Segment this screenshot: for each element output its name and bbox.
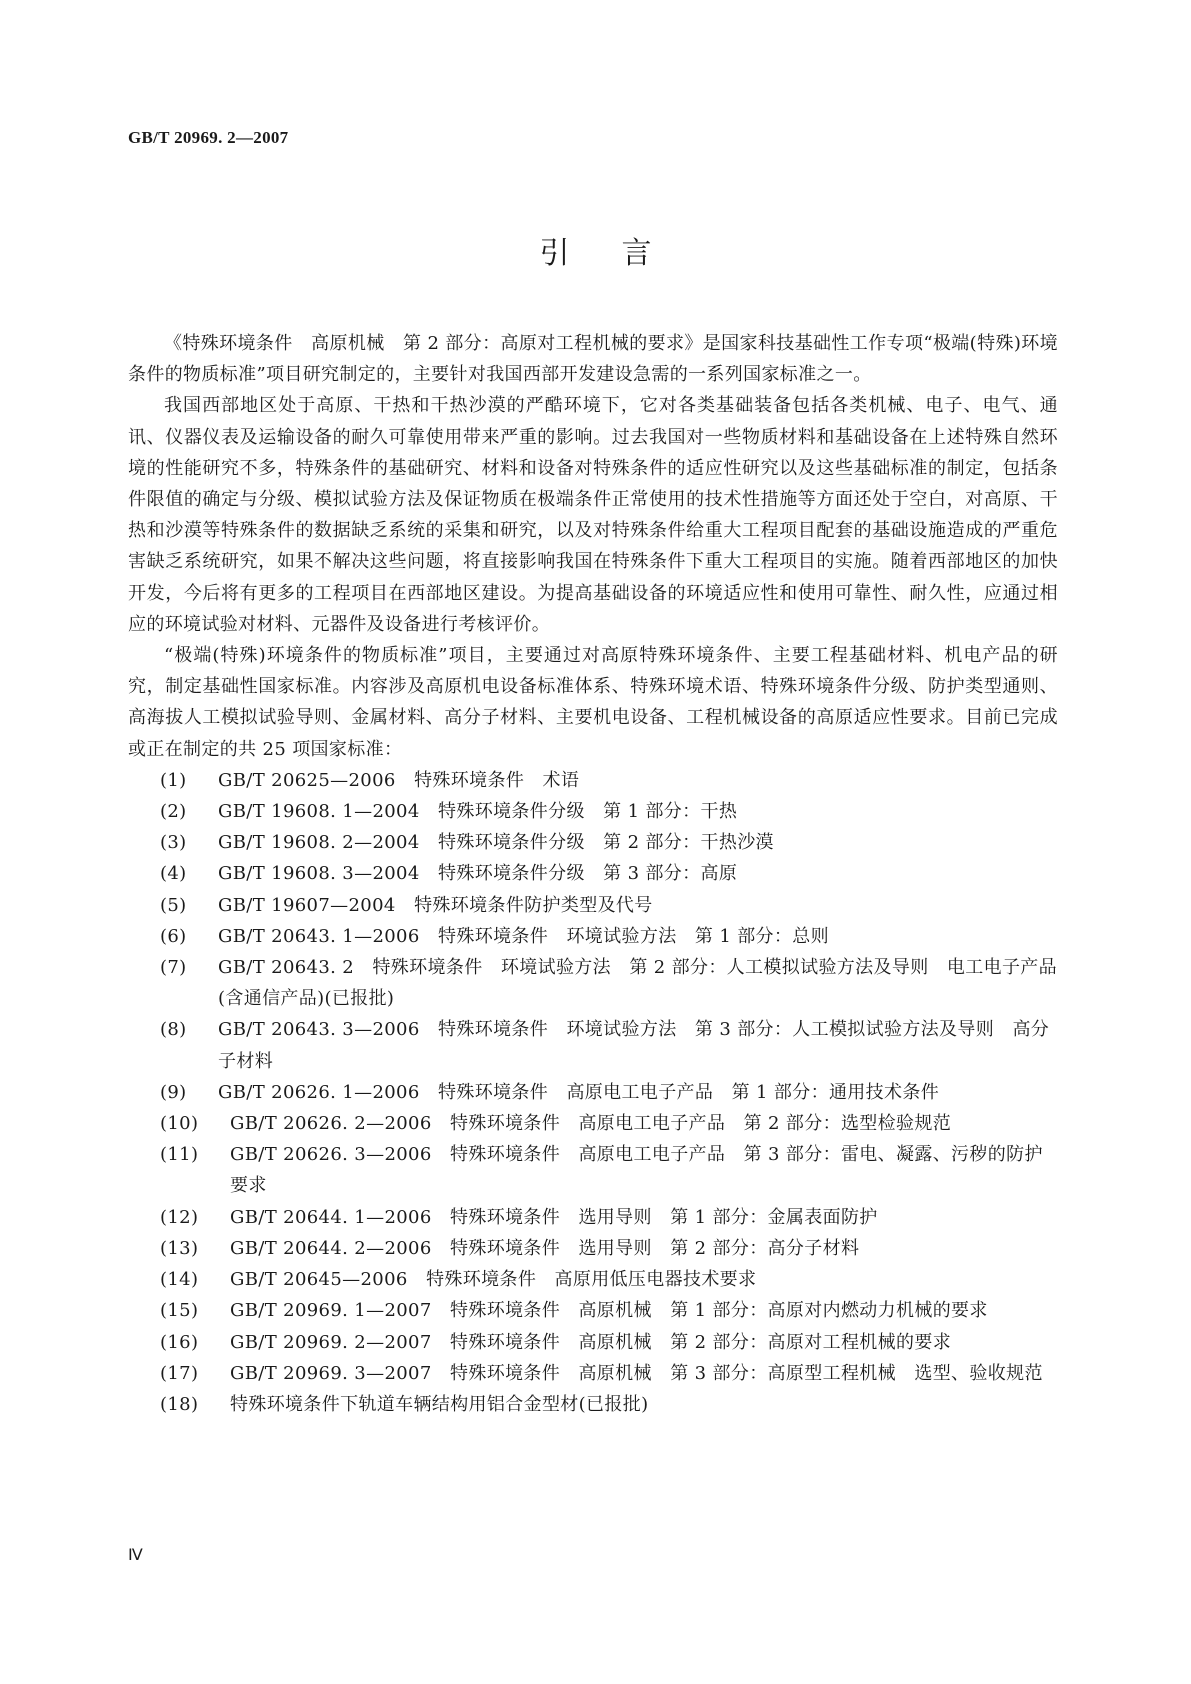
project-paragraph: “极端(特殊)环境条件的物质标准”项目，主要通过对高原特殊环境条件、主要工程基础材料、机电产品的研究，制定基础性国家标准。内容涉及高原机电设备标准体系、特殊环境术语、特殊环境条件分级、防护类型通则、高海拔人工模拟试验导则、金属材料、高分子材料、主要机电设备、工程机械设备的高原适应性要求。目前已完成或正在制定的共 25 项国家标准：	[128, 645, 1058, 760]
list-item-text: GB/T 20643. 2 特殊环境条件 环境试验方法 第 2 部分：人工模拟试验方法及导则 电工电子产品(含通信产品)(已报批)	[218, 957, 1057, 1010]
list-item-text: GB/T 20626. 1—2006 特殊环境条件 高原电工电子产品 第 1 部分：通用技术条件	[218, 1081, 940, 1103]
list-item	[128, 1389, 1058, 1420]
list-item-text: 特殊环境条件下轨道车辆结构用铝合金型材(已报批)	[230, 1393, 649, 1415]
list-item	[128, 1264, 1058, 1295]
list-item	[128, 796, 1058, 827]
list-item-text: GB/T 20645—2006 特殊环境条件 高原用低压电器技术要求	[230, 1269, 757, 1291]
list-item-text: GB/T 20626. 2—2006 特殊环境条件 高原电工电子产品 第 2 部分：选型检验规范	[230, 1113, 952, 1135]
list-item	[128, 1233, 1058, 1264]
page-title: 引言	[539, 236, 704, 271]
list-item-text: GB/T 20625—2006 特殊环境条件 术语	[218, 769, 580, 791]
list-item	[128, 921, 1058, 952]
list-item	[128, 1202, 1058, 1233]
list-item	[128, 1358, 1058, 1389]
list-item	[128, 765, 1058, 796]
page-number: Ⅳ	[128, 1547, 143, 1564]
background-paragraph: 我国西部地区处于高原、干热和干热沙漠的严酷环境下，它对各类基础装备包括各类机械、电子、电气、通讯、仪器仪表及运输设备的耐久可靠使用带来严重的影响。过去我国对一些物质材料和基础设备在上述特殊自然环境的性能研究不多，特殊条件的基础研究、材料和设备对特殊条件的适应性研究以及这些基础标准的制定，包括条件限值的确定与分级、模拟试验方法及保证物质在极端条件正常使用的技术性措施等方面还处于空白，对高原、干热和沙漠等特殊条件的数据缺乏系统的采集和研究，以及对特殊条件给重大工程项目配套的基础设施造成的严重危害缺乏系统研究，如果不解决这些问题，将直接影响我国在特殊条件下重大工程项目的实施。随着西部地区的加快开发，今后将有更多的工程项目在西部地区建设。为提高基础设备的环境适应性和使用可靠性、耐久性，应通过相应的环境试验对材料、元器件及设备进行考核评价。	[128, 395, 1058, 635]
list-item-number: (8)	[160, 1019, 187, 1041]
list-item-number: (11)	[160, 1144, 199, 1166]
list-item-number: (14)	[160, 1269, 199, 1291]
list-item	[128, 1295, 1058, 1326]
list-item	[128, 1077, 1058, 1108]
list-item	[128, 1139, 1058, 1201]
list-item	[128, 952, 1058, 1014]
list-item-text: GB/T 19607—2004 特殊环境条件防护类型及代号	[218, 894, 653, 916]
list-item	[128, 890, 1058, 921]
list-item-text: GB/T 20969. 2—2007 特殊环境条件 高原机械 第 2 部分：高原对工程机械的要求	[230, 1331, 952, 1353]
list-item-number: (9)	[160, 1081, 187, 1103]
list-item-number: (7)	[160, 957, 187, 979]
document-code: GB/T 20969. 2—2007	[128, 128, 289, 147]
list-item-text: GB/T 20643. 1—2006 特殊环境条件 环境试验方法 第 1 部分：总则	[218, 925, 829, 947]
list-item-number: (13)	[160, 1237, 199, 1259]
list-item-number: (12)	[160, 1206, 199, 1228]
intro-paragraph: 《特殊环境条件 高原机械 第 2 部分：高原对工程机械的要求》是国家科技基础性工作专项“极端(特殊)环境条件的物质标准”项目研究制定的，主要针对我国西部开发建设急需的一系列国家标准之一。	[128, 333, 1058, 386]
list-item-number: (5)	[160, 894, 187, 916]
list-item	[128, 858, 1058, 889]
list-item-number: (4)	[160, 863, 187, 885]
list-item-number: (18)	[160, 1393, 199, 1415]
list-item-number: (1)	[160, 769, 187, 791]
list-item-text: GB/T 20643. 3—2006 特殊环境条件 环境试验方法 第 3 部分：人工模拟试验方法及导则 高分子材料	[218, 1019, 1050, 1072]
standards-list	[128, 765, 1058, 1420]
list-item-number: (2)	[160, 801, 187, 823]
list-item-text: GB/T 20644. 1—2006 特殊环境条件 选用导则 第 1 部分：金属表面防护	[230, 1206, 878, 1228]
list-item-number: (16)	[160, 1331, 199, 1353]
list-item	[128, 827, 1058, 858]
list-item	[128, 1014, 1058, 1076]
list-item	[128, 1327, 1058, 1358]
list-item-text: GB/T 19608. 2—2004 特殊环境条件分级 第 2 部分：干热沙漠	[218, 832, 774, 854]
list-item-text: GB/T 19608. 3—2004 特殊环境条件分级 第 3 部分：高原	[218, 863, 738, 885]
list-item	[128, 1108, 1058, 1139]
list-item-text: GB/T 20626. 3—2006 特殊环境条件 高原电工电子产品 第 3 部分：雷电、凝露、污秽的防护要求	[230, 1144, 1043, 1197]
document-body	[128, 328, 1058, 1420]
list-item-number: (3)	[160, 832, 187, 854]
list-item-number: (15)	[160, 1300, 199, 1322]
list-item-number: (6)	[160, 925, 187, 947]
list-item-text: GB/T 20969. 1—2007 特殊环境条件 高原机械 第 1 部分：高原对内燃动力机械的要求	[230, 1300, 988, 1322]
list-item-text: GB/T 19608. 1—2004 特殊环境条件分级 第 1 部分：干热	[218, 801, 738, 823]
list-item-number: (17)	[160, 1362, 199, 1384]
list-item-text: GB/T 20644. 2—2006 特殊环境条件 选用导则 第 2 部分：高分子材料	[230, 1237, 860, 1259]
list-item-number: (10)	[160, 1113, 199, 1135]
list-item-text: GB/T 20969. 3—2007 特殊环境条件 高原机械 第 3 部分：高原型工程机械 选型、验收规范	[230, 1362, 1043, 1384]
